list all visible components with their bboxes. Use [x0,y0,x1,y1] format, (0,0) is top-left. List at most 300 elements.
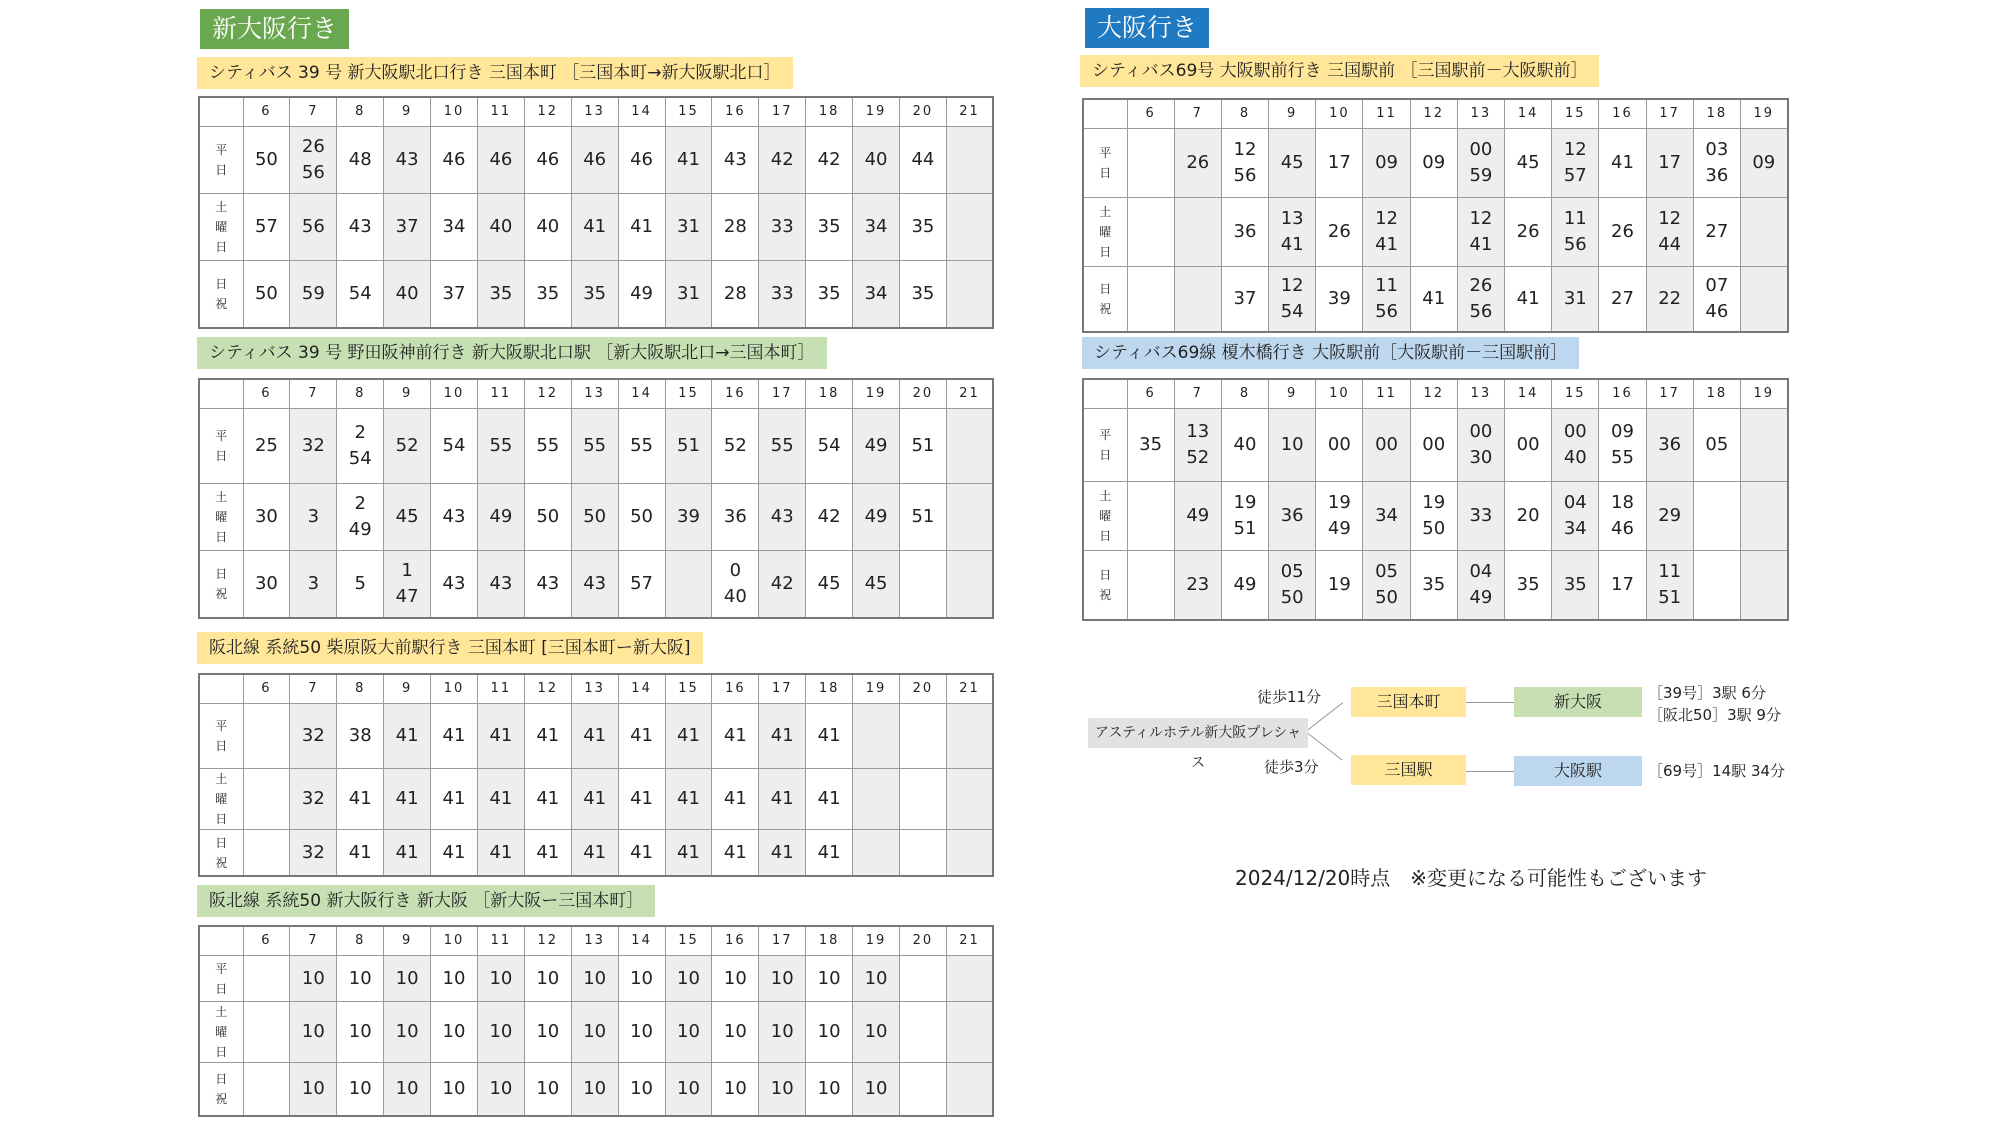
departure-minutes: 39 [1316,267,1363,333]
departure-minutes [1174,267,1221,333]
departure-minutes [946,261,993,329]
departure-minutes: 41 [665,830,712,877]
hour-header: 10 [1316,99,1363,129]
departure-minutes: 46 [524,127,571,194]
hour-header: 17 [1646,379,1693,409]
hour-header-row [199,674,993,704]
corner-cell [199,97,243,127]
departure-minutes [1127,551,1174,621]
departure-minutes: 34 [1363,482,1410,551]
timetable-69-enokibashi [1082,378,1789,621]
departure-minutes: 41 [665,769,712,830]
hour-header: 19 [1740,99,1787,129]
departure-minutes: 19 51 [1221,482,1268,551]
departure-minutes: 45 [1505,129,1552,198]
day-type-label: 平 日 [199,127,243,194]
hour-header: 6 [243,926,290,956]
departure-minutes: 54 [431,409,478,484]
departure-minutes: 45 [806,551,853,619]
hour-header: 10 [1316,379,1363,409]
departure-minutes: 43 [712,127,759,194]
departure-minutes: 35 [899,194,946,261]
departure-minutes: 32 [290,704,337,769]
departure-minutes: 41 [1599,129,1646,198]
departure-minutes: 45 [853,551,900,619]
departure-minutes: 10 [571,956,618,1002]
departure-minutes: 41 [806,769,853,830]
departure-minutes: 41 [431,830,478,877]
departure-minutes: 20 [1505,482,1552,551]
hour-header: 9 [1269,99,1316,129]
hour-header: 20 [899,926,946,956]
departure-minutes: 42 [806,127,853,194]
departure-minutes: 10 [618,1063,665,1117]
day-type-label: 日 祝 [199,830,243,877]
hour-header: 14 [1505,99,1552,129]
departure-minutes: 31 [665,194,712,261]
departure-minutes: 36 [712,484,759,551]
departure-minutes: 22 [1646,267,1693,333]
departure-minutes: 36 [1269,482,1316,551]
table-title-69-osaka: シティバス69号 大阪駅前行き 三国駅前 ［三国駅前－大阪駅前］ [1080,55,1599,87]
departure-minutes: 40 [853,127,900,194]
hour-header: 17 [759,97,806,127]
departure-minutes: 27 [1599,267,1646,333]
hour-header: 10 [431,379,478,409]
timetable-row-saturday [1083,198,1788,267]
departure-minutes: 26 56 [290,127,337,194]
departure-minutes [1127,267,1174,333]
departure-minutes: 49 [853,409,900,484]
hour-header: 9 [384,674,431,704]
departure-minutes: 49 [1221,551,1268,621]
departure-minutes: 49 [1174,482,1221,551]
departure-minutes [1740,482,1787,551]
departure-minutes: 41 [477,769,524,830]
hour-header: 12 [524,926,571,956]
hour-header: 6 [1127,99,1174,129]
departure-minutes [946,769,993,830]
hour-header: 14 [1505,379,1552,409]
departure-minutes [899,1063,946,1117]
departure-minutes: 41 [712,704,759,769]
day-type-label: 平 日 [199,956,243,1002]
departure-minutes: 00 40 [1552,409,1599,482]
departure-minutes: 40 [384,261,431,329]
departure-minutes: 37 [431,261,478,329]
departure-minutes: 11 56 [1552,198,1599,267]
departure-minutes: 31 [665,261,712,329]
hour-header: 7 [290,97,337,127]
departure-minutes: 34 [853,194,900,261]
stop-sangoku-honmachi: 三国本町 [1351,687,1466,717]
walk-time-bottom: 徒歩3分 [1264,758,1319,776]
hour-header: 7 [290,379,337,409]
hour-header: 13 [1457,379,1504,409]
departure-minutes: 50 [571,484,618,551]
departure-minutes: 28 [712,261,759,329]
route-info-hanpoku50: ［阪北50］3駅 9分 [1648,706,1781,724]
departure-minutes: 10 [665,956,712,1002]
departure-minutes: 10 [712,1002,759,1063]
day-type-label: 土 曜 日 [199,484,243,551]
hour-header: 11 [477,379,524,409]
departure-minutes: 3 [290,551,337,619]
hour-header: 14 [618,926,665,956]
departure-minutes: 1 47 [384,551,431,619]
hour-header: 13 [571,674,618,704]
hour-header-row [199,926,993,956]
hour-header: 9 [384,926,431,956]
departure-minutes: 10 [384,1002,431,1063]
table-title-69-enokibashi: シティバス69線 榎木橋行き 大阪駅前［大阪駅前－三国駅前］ [1082,337,1579,369]
departure-minutes: 10 [853,1002,900,1063]
hour-header: 6 [1127,379,1174,409]
hour-header: 19 [853,674,900,704]
hour-header: 15 [665,926,712,956]
departure-minutes: 41 [806,830,853,877]
timetable-row-weekday [199,127,993,194]
departure-minutes: 41 [477,830,524,877]
timetable-row-saturday [199,769,993,830]
departure-minutes: 43 [337,194,384,261]
timetable-row-saturday [199,484,993,551]
hour-header: 18 [806,379,853,409]
departure-minutes: 10 [477,956,524,1002]
departure-minutes: 41 [384,769,431,830]
timetable-39-noda [198,378,994,619]
day-type-label: 平 日 [1083,409,1127,482]
departure-minutes [946,194,993,261]
hour-header: 19 [853,97,900,127]
hour-header: 19 [853,926,900,956]
departure-minutes [899,769,946,830]
timetable-row-saturday [199,194,993,261]
hour-header: 7 [290,926,337,956]
hour-header: 21 [946,674,993,704]
departure-minutes: 51 [665,409,712,484]
departure-minutes: 10 [431,1002,478,1063]
timetable-50-shibahara [198,673,994,877]
departure-minutes [853,704,900,769]
timetable-50-shin-osaka [198,925,994,1117]
day-type-label: 平 日 [199,704,243,769]
departure-minutes: 41 [384,830,431,877]
departure-minutes: 10 [806,1002,853,1063]
departure-minutes [946,551,993,619]
departure-minutes: 10 [618,1002,665,1063]
hour-header: 19 [1740,379,1787,409]
hour-header: 18 [1693,99,1740,129]
departure-minutes: 41 [524,769,571,830]
timetable-row-holiday [1083,551,1788,621]
departure-minutes: 55 [571,409,618,484]
hour-header: 12 [524,379,571,409]
hour-header: 16 [712,674,759,704]
departure-minutes: 49 [477,484,524,551]
hour-header: 21 [946,379,993,409]
dest-osaka-station: 大阪駅 [1514,756,1642,786]
departure-minutes: 05 50 [1269,551,1316,621]
departure-minutes: 41 [477,704,524,769]
hour-header: 8 [337,674,384,704]
departure-minutes: 28 [712,194,759,261]
header-osaka: 大阪行き [1085,8,1209,48]
route-info-39: ［39号］3駅 6分 [1648,684,1766,702]
departure-minutes: 37 [384,194,431,261]
hour-header: 13 [571,379,618,409]
hour-header: 16 [1599,379,1646,409]
departure-minutes [946,956,993,1002]
hour-header: 12 [1410,99,1457,129]
hour-header: 6 [243,379,290,409]
timetable-row-holiday [1083,267,1788,333]
hour-header: 21 [946,97,993,127]
day-type-label: 日 祝 [199,261,243,329]
departure-minutes: 10 [759,1063,806,1117]
departure-minutes [243,830,290,877]
departure-minutes: 46 [571,127,618,194]
hour-header: 12 [524,674,571,704]
departure-minutes: 26 56 [1457,267,1504,333]
departure-minutes: 09 [1363,129,1410,198]
hour-header: 9 [384,97,431,127]
hour-header: 15 [665,379,712,409]
departure-minutes: 07 46 [1693,267,1740,333]
departure-minutes: 23 [1174,551,1221,621]
day-type-label: 土 曜 日 [1083,482,1127,551]
departure-minutes: 59 [290,261,337,329]
table-title-50-shibahara: 阪北線 系統50 柴原阪大前駅行き 三国本町 [三国本町ー新大阪] [197,632,703,664]
departure-minutes: 52 [384,409,431,484]
corner-cell [199,926,243,956]
hour-header: 8 [337,379,384,409]
departure-minutes: 03 36 [1693,129,1740,198]
header-shin-osaka: 新大阪行き [200,9,349,49]
hour-header: 20 [899,379,946,409]
departure-minutes: 32 [290,409,337,484]
departure-minutes: 2 54 [337,409,384,484]
departure-minutes: 40 [524,194,571,261]
hour-header: 15 [665,97,712,127]
departure-minutes: 00 59 [1457,129,1504,198]
departure-minutes: 35 [899,261,946,329]
timetable-row-holiday [199,830,993,877]
hour-header: 7 [1174,99,1221,129]
hour-header: 11 [477,674,524,704]
timetable-row-weekday [199,956,993,1002]
departure-minutes [899,704,946,769]
departure-minutes: 50 [524,484,571,551]
departure-minutes: 10 [806,1063,853,1117]
departure-minutes: 56 [290,194,337,261]
hour-header-row [1083,99,1788,129]
departure-minutes: 32 [290,769,337,830]
departure-minutes: 35 [571,261,618,329]
departure-minutes: 10 [712,956,759,1002]
departure-minutes [1740,409,1787,482]
day-type-label: 日 祝 [199,1063,243,1117]
hour-header: 11 [1363,99,1410,129]
departure-minutes: 43 [759,484,806,551]
hour-header: 18 [806,926,853,956]
hour-header: 8 [337,926,384,956]
timetable-69-osaka [1082,98,1789,333]
departure-minutes: 51 [899,484,946,551]
departure-minutes: 04 34 [1552,482,1599,551]
departure-minutes: 33 [1457,482,1504,551]
departure-minutes: 11 51 [1646,551,1693,621]
departure-minutes: 10 [853,956,900,1002]
departure-minutes [1127,129,1174,198]
departure-minutes: 41 [571,704,618,769]
departure-minutes: 34 [853,261,900,329]
departure-minutes: 10 [759,956,806,1002]
departure-minutes: 19 [1316,551,1363,621]
timetable-row-saturday [1083,482,1788,551]
departure-minutes: 41 [665,704,712,769]
departure-minutes: 10 [477,1002,524,1063]
hour-header: 18 [806,674,853,704]
hour-header: 15 [665,674,712,704]
departure-minutes: 25 [243,409,290,484]
table-title-50-shin-osaka: 阪北線 系統50 新大阪行き 新大阪 ［新大阪ー三国本町］ [197,885,655,917]
departure-minutes: 43 [431,551,478,619]
departure-minutes: 12 44 [1646,198,1693,267]
hour-header: 16 [712,97,759,127]
departure-minutes: 49 [618,261,665,329]
hour-header: 14 [618,97,665,127]
hour-header: 17 [759,926,806,956]
corner-cell [1083,99,1127,129]
hour-header: 8 [1221,379,1268,409]
hour-header: 12 [1410,379,1457,409]
departure-minutes: 10 [290,1063,337,1117]
departure-minutes: 09 [1410,129,1457,198]
departure-minutes: 40 [1221,409,1268,482]
departure-minutes: 50 [243,127,290,194]
departure-minutes: 04 49 [1457,551,1504,621]
departure-minutes: 37 [1221,267,1268,333]
departure-minutes: 35 [1552,551,1599,621]
departure-minutes: 0 40 [712,551,759,619]
departure-minutes: 00 [1316,409,1363,482]
departure-minutes: 10 [384,956,431,1002]
departure-minutes: 10 [665,1063,712,1117]
corner-cell [199,674,243,704]
departure-minutes: 27 [1693,198,1740,267]
day-type-label: 平 日 [199,409,243,484]
hour-header: 16 [1599,99,1646,129]
hour-header: 15 [1552,379,1599,409]
departure-minutes: 41 [431,704,478,769]
dest-shin-osaka: 新大阪 [1514,687,1642,717]
departure-minutes [243,1063,290,1117]
hour-header: 7 [1174,379,1221,409]
departure-minutes: 41 [1505,267,1552,333]
departure-minutes: 38 [337,704,384,769]
hour-header: 20 [899,97,946,127]
departure-minutes: 12 41 [1363,198,1410,267]
departure-minutes: 35 [524,261,571,329]
departure-minutes [899,830,946,877]
departure-minutes: 51 [899,409,946,484]
departure-minutes: 41 [712,769,759,830]
departure-minutes: 40 [477,194,524,261]
hour-header: 18 [806,97,853,127]
hour-header: 6 [243,97,290,127]
departure-minutes: 09 55 [1599,409,1646,482]
timetable-row-holiday [199,261,993,329]
departure-minutes: 26 [1174,129,1221,198]
departure-minutes [946,1063,993,1117]
departure-minutes: 41 [759,830,806,877]
departure-minutes: 10 [524,1002,571,1063]
departure-minutes: 05 50 [1363,551,1410,621]
departure-minutes: 10 [524,1063,571,1117]
departure-minutes: 41 [618,830,665,877]
corner-cell [1083,379,1127,409]
departure-minutes [946,409,993,484]
departure-minutes: 45 [1269,129,1316,198]
departure-minutes: 00 [1410,409,1457,482]
hour-header: 10 [431,926,478,956]
departure-minutes: 10 [571,1002,618,1063]
departure-minutes [1174,198,1221,267]
hour-header: 17 [759,379,806,409]
hour-header: 8 [337,97,384,127]
corner-cell [199,379,243,409]
departure-minutes: 41 [524,830,571,877]
hour-header: 11 [1363,379,1410,409]
day-type-label: 土 曜 日 [199,194,243,261]
departure-minutes: 26 [1316,198,1363,267]
connector-line [1465,771,1515,772]
departure-minutes: 31 [1552,267,1599,333]
departure-minutes: 43 [431,484,478,551]
departure-minutes: 41 [337,830,384,877]
departure-minutes: 41 [712,830,759,877]
hour-header: 7 [290,674,337,704]
departure-minutes: 55 [524,409,571,484]
departure-minutes: 10 [431,1063,478,1117]
departure-minutes: 13 41 [1269,198,1316,267]
departure-minutes: 35 [806,261,853,329]
hour-header: 13 [571,926,618,956]
departure-minutes: 30 [243,551,290,619]
departure-minutes [243,704,290,769]
departure-minutes [946,484,993,551]
hour-header: 17 [1646,99,1693,129]
day-type-label: 日 祝 [1083,551,1127,621]
departure-minutes: 41 [759,769,806,830]
departure-minutes: 46 [618,127,665,194]
departure-minutes [243,956,290,1002]
timetable-row-weekday [199,409,993,484]
departure-minutes: 43 [384,127,431,194]
departure-minutes: 09 [1740,129,1787,198]
connector-line [1465,702,1515,703]
departure-minutes: 19 49 [1316,482,1363,551]
departure-minutes: 35 [1410,551,1457,621]
departure-minutes: 50 [618,484,665,551]
departure-minutes: 41 [759,704,806,769]
hour-header: 10 [431,97,478,127]
departure-minutes: 17 [1316,129,1363,198]
day-type-label: 日 祝 [1083,267,1127,333]
hour-header: 11 [477,926,524,956]
hour-header: 16 [712,926,759,956]
